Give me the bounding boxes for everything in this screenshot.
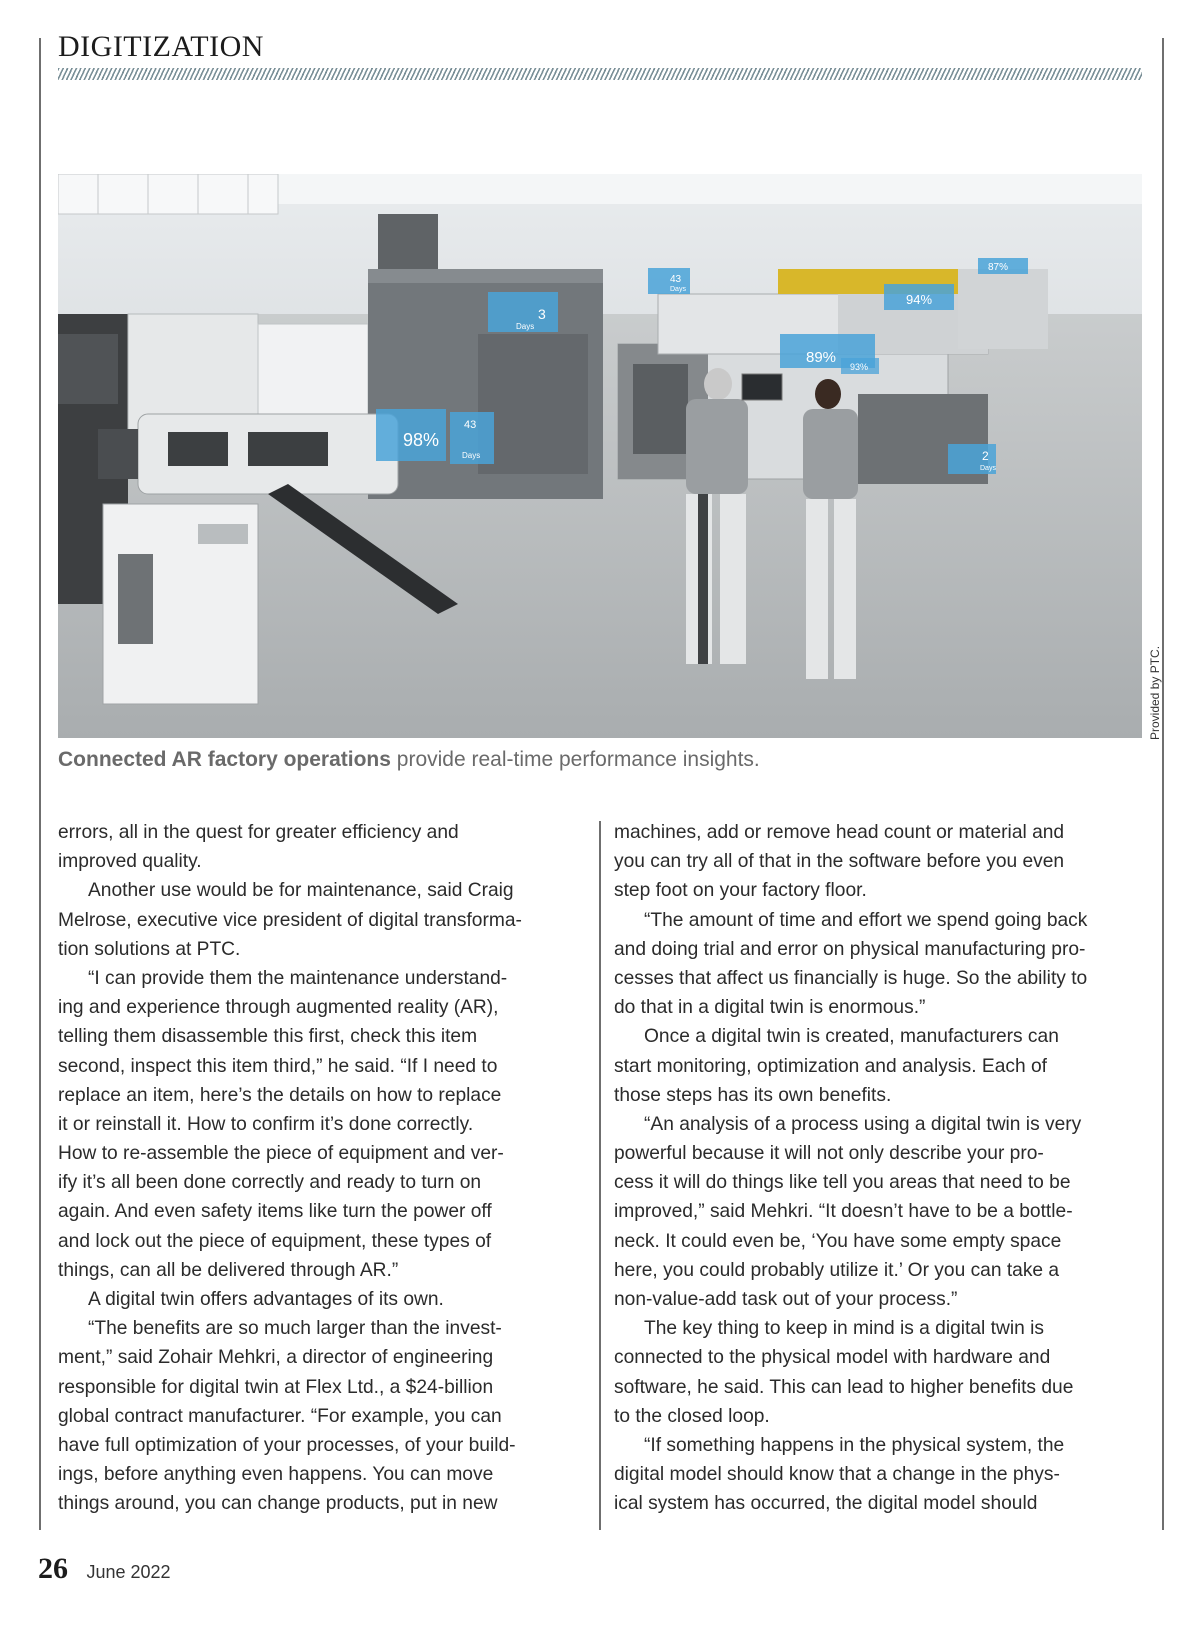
text-line: telling them disassemble this first, check this item (58, 1026, 478, 1048)
section-title: DIGITIZATION (58, 30, 264, 63)
text-line: you can try all of that in the software before you even (614, 851, 1065, 873)
overlay-43-days-left-value: 43 (464, 419, 477, 431)
overlay-3-days-unit: Days (516, 322, 535, 331)
text-line: “If something happens in the physical system, the (644, 1434, 1065, 1456)
text-line: connected to the physical model with hardware and (614, 1347, 1051, 1369)
overlay-93-percent: 93% (850, 362, 869, 372)
text-line: have full optimization of your processes, of your build- (58, 1434, 516, 1456)
overlay-2-days-value: 2 (982, 449, 989, 463)
overlay-87-percent: 87% (988, 262, 1009, 273)
page-number: 26 (38, 1552, 68, 1585)
right-margin-rule (1162, 38, 1164, 1530)
text-line: cess it will do things like tell you areas that need to be (614, 1172, 1071, 1194)
text-line: How to re-assemble the piece of equipment and ver- (58, 1143, 504, 1165)
overlay-98-percent: 98% (403, 430, 440, 450)
overlay-3-days-value: 3 (538, 306, 546, 322)
text-line: “The amount of time and effort we spend going back (644, 909, 1088, 931)
text-line: responsible for digital twin at Flex Ltd., a $24-billion (58, 1376, 494, 1398)
overlay-89-percent: 89% (806, 349, 837, 366)
text-line: “I can provide them the maintenance understand- (88, 967, 508, 989)
text-line: A digital twin offers advantages of its own. (88, 1289, 444, 1310)
text-line: start monitoring, optimization and analysis. Each of (614, 1055, 1048, 1077)
text-line: ings, before anything even happens. You can move (58, 1464, 494, 1486)
photo-credit: Provided by PTC. (1148, 645, 1162, 740)
factory-photo (58, 174, 1142, 738)
text-line: do that in a digital twin is enormous.” (614, 997, 926, 1019)
overlay-2-days-unit: Days (980, 465, 996, 472)
overlay-43-days-top-unit: Days (670, 286, 686, 293)
text-line: ment,” said Zohair Mehkri, a director of engineering (58, 1347, 494, 1369)
left-margin-rule (39, 38, 41, 1530)
text-line: improved quality. (58, 851, 202, 873)
text-line: digital model should know that a change in the phys- (614, 1464, 1060, 1486)
text-line: it or reinstall it. How to confirm it’s done correctly. (58, 1113, 474, 1135)
caption-rest: provide real-time performance insights. (390, 748, 760, 771)
text-line: neck. It could even be, ‘You have some empty space (614, 1230, 1062, 1252)
text-line: Once a digital twin is created, manufacturers can (644, 1026, 1059, 1048)
text-line: software, he said. This can lead to higher benefits due (614, 1376, 1074, 1398)
text-line: non-value-add task out of your process.” (614, 1289, 958, 1310)
text-line: again. And even safety items like turn the power off (58, 1201, 492, 1223)
text-line: second, inspect this item third,” he said. “If I need to (58, 1055, 498, 1077)
page-footer (38, 1552, 171, 1586)
text-line: tion solutions at PTC. (58, 938, 241, 960)
text-line: cesses that affect us financially is huge. So the ability to (614, 967, 1088, 989)
text-line: to the closed loop. (614, 1405, 770, 1427)
text-line: improved,” said Mehkri. “It doesn’t have to be a bottle- (614, 1201, 1073, 1223)
article-column-left (58, 818, 586, 1519)
factory-illustration (58, 174, 1142, 738)
text-line: things around, you can change products, put in new (58, 1493, 498, 1515)
text-line: replace an item, here’s the details on how to replace (58, 1084, 502, 1106)
text-line: ical system has occurred, the digital model should (614, 1493, 1038, 1515)
text-line: step foot on your factory floor. (614, 880, 867, 902)
overlay-43-days-left-unit: Days (462, 451, 481, 460)
overlay-94-percent: 94% (906, 292, 933, 307)
text-line: Melrose, executive vice president of digital transforma- (58, 909, 522, 931)
text-line: ing and experience through augmented reality (AR), (58, 997, 499, 1019)
text-line: things, can all be delivered through AR.” (58, 1259, 399, 1281)
text-line: ify it’s all been done correctly and ready to turn on (58, 1172, 482, 1194)
overlay-43-days-top-value: 43 (670, 274, 682, 285)
text-line: those steps has its own benefits. (614, 1084, 892, 1106)
text-line: here, you could probably utilize it.’ Or you can take a (614, 1259, 1060, 1281)
text-line: “An analysis of a process using a digital twin is very (644, 1113, 1082, 1135)
column-divider (599, 821, 601, 1530)
caption-bold: Connected AR factory operations (58, 748, 391, 771)
text-line: The key thing to keep in mind is a digital twin is (644, 1318, 1044, 1340)
text-line: powerful because it will not only describe your pro- (614, 1143, 1044, 1165)
text-line: global contract manufacturer. “For example, you can (58, 1405, 502, 1427)
photo-caption (58, 748, 760, 772)
text-line: “The benefits are so much larger than the invest- (88, 1318, 502, 1340)
text-line: and doing trial and error on physical manufacturing pro- (614, 938, 1086, 960)
issue-date: June 2022 (86, 1562, 171, 1582)
text-line: Another use would be for maintenance, said Craig (88, 880, 514, 902)
article-column-right (614, 818, 1142, 1519)
header-hatch-bar (58, 68, 1142, 80)
text-line: errors, all in the quest for greater efficiency and (58, 822, 459, 843)
text-line: machines, add or remove head count or material and (614, 822, 1065, 843)
text-line: and lock out the piece of equipment, these types of (58, 1230, 492, 1252)
